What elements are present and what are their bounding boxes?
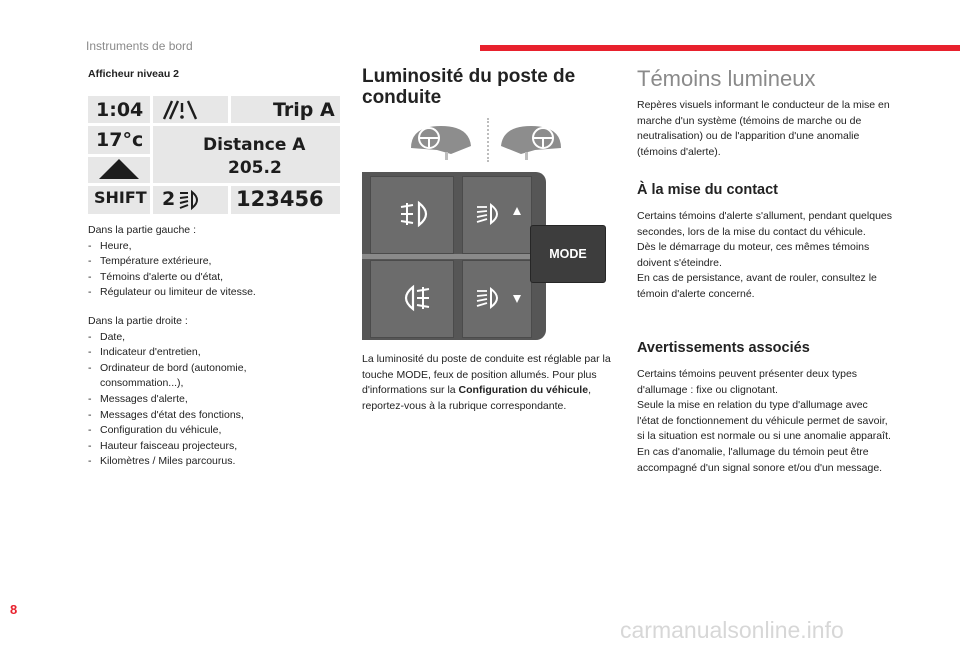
lcd-distance-label: Distance A [203, 135, 306, 155]
list-item: - Régulateur ou limiteur de vitesse. [88, 286, 256, 299]
headlamp-down-button [462, 260, 532, 338]
middle-column [362, 66, 612, 108]
list-item: - Configuration du véhicule, [88, 424, 222, 437]
mode-button-illustration: MODE [530, 225, 606, 283]
headlamp-up-button [462, 176, 532, 254]
lcd-trip: Trip A [273, 99, 335, 121]
brightness-text: La luminosité du poste de conduite est réglable par la touche MODE, feux de position allumés. Pour plus d'informations sur la Configuration du véhicule, reportez-vous à la rubrique correspondante. [362, 353, 611, 412]
right-part-intro: Dans la partie droite : [88, 315, 188, 327]
brightness-title: Luminosité du poste de conduite [362, 66, 576, 108]
lcd-gear: 2 [162, 188, 176, 210]
list-item: - Messages d'alerte, [88, 392, 188, 405]
list-item: - Date, [88, 330, 126, 343]
page-number: 8 [10, 602, 18, 617]
list-item: - Température extérieure, [88, 255, 212, 268]
watermark: carmanualsonline.info [620, 617, 844, 643]
lcd-time: 1:04 [96, 99, 144, 121]
warnings-section-title: Avertissements associés [637, 340, 810, 356]
lhd-steering-icon [407, 120, 475, 167]
list-item: - Heure, [88, 239, 132, 252]
right-part-list [88, 314, 288, 470]
right-column [637, 66, 892, 92]
header-accent-bar [480, 45, 960, 51]
lcd-temperature: 17°c [96, 129, 144, 151]
ignition-section-title: À la mise du contact [637, 182, 779, 198]
shift-arrow-icon [98, 158, 140, 184]
list-item: - Ordinateur de bord (autonomie, consommation...), [88, 361, 247, 390]
divider [487, 118, 489, 162]
list-item: - Kilomètres / Miles parcourus. [88, 455, 236, 468]
control-panel-illustration [362, 172, 546, 340]
indicators-title: Témoins lumineux [637, 66, 816, 91]
headlamp-level-icon [178, 189, 204, 215]
front-fog-button [370, 260, 454, 338]
left-part-intro: Dans la partie gauche : [88, 224, 196, 236]
left-column [88, 68, 343, 80]
display-level-title: Afficheur niveau 2 [88, 68, 180, 80]
lcd-odometer: 123456 [236, 187, 324, 211]
panel-separator [362, 254, 532, 259]
left-part-list [88, 223, 343, 301]
indicators-intro: Repères visuels informant le conducteur de la mise en marche d'un système (témoins de marche ou de neutralisation) ou de l'apparition d'une anomalie (témoins d'alerte). [637, 99, 890, 158]
warnings-section-text: Certains témoins peuvent présenter deux types d'allumage : fixe ou clignotant. Seule la mise en relation du type d'allumage avec l'état de fonctionnement du véhicule permet de savoir, si la situation est normale ou si une anomalie apparaît. En cas d'anomalie, l'allumage du témoin peut être accompagné d'un signal sonore et/ou d'un message. [637, 368, 891, 474]
ignition-section-text: Certains témoins d'alerte s'allument, pendant quelques secondes, lors de la mise du contact du véhicule. Dès le démarrage du moteur, ces mêmes témoins doivent s'éteindre. En cas de persistance, avant de rouler, consultez le témoin d'alerte concerné. [637, 210, 892, 300]
rhd-steering-icon [497, 120, 565, 167]
lcd-distance-value: 205.2 [228, 158, 282, 178]
lcd-shift: SHIFT [94, 188, 147, 207]
section-header: Instruments de bord [86, 39, 193, 53]
lcd-warning-icon [160, 99, 204, 126]
list-item: - Indicateur d'entretien, [88, 346, 201, 359]
list-item: - Hauteur faisceau projecteurs, [88, 439, 238, 452]
list-item: - Messages d'état des fonctions, [88, 408, 244, 421]
rear-fog-button [370, 176, 454, 254]
lcd-display-illustration [88, 96, 340, 214]
list-item: - Témoins d'alerte ou d'état, [88, 270, 224, 283]
